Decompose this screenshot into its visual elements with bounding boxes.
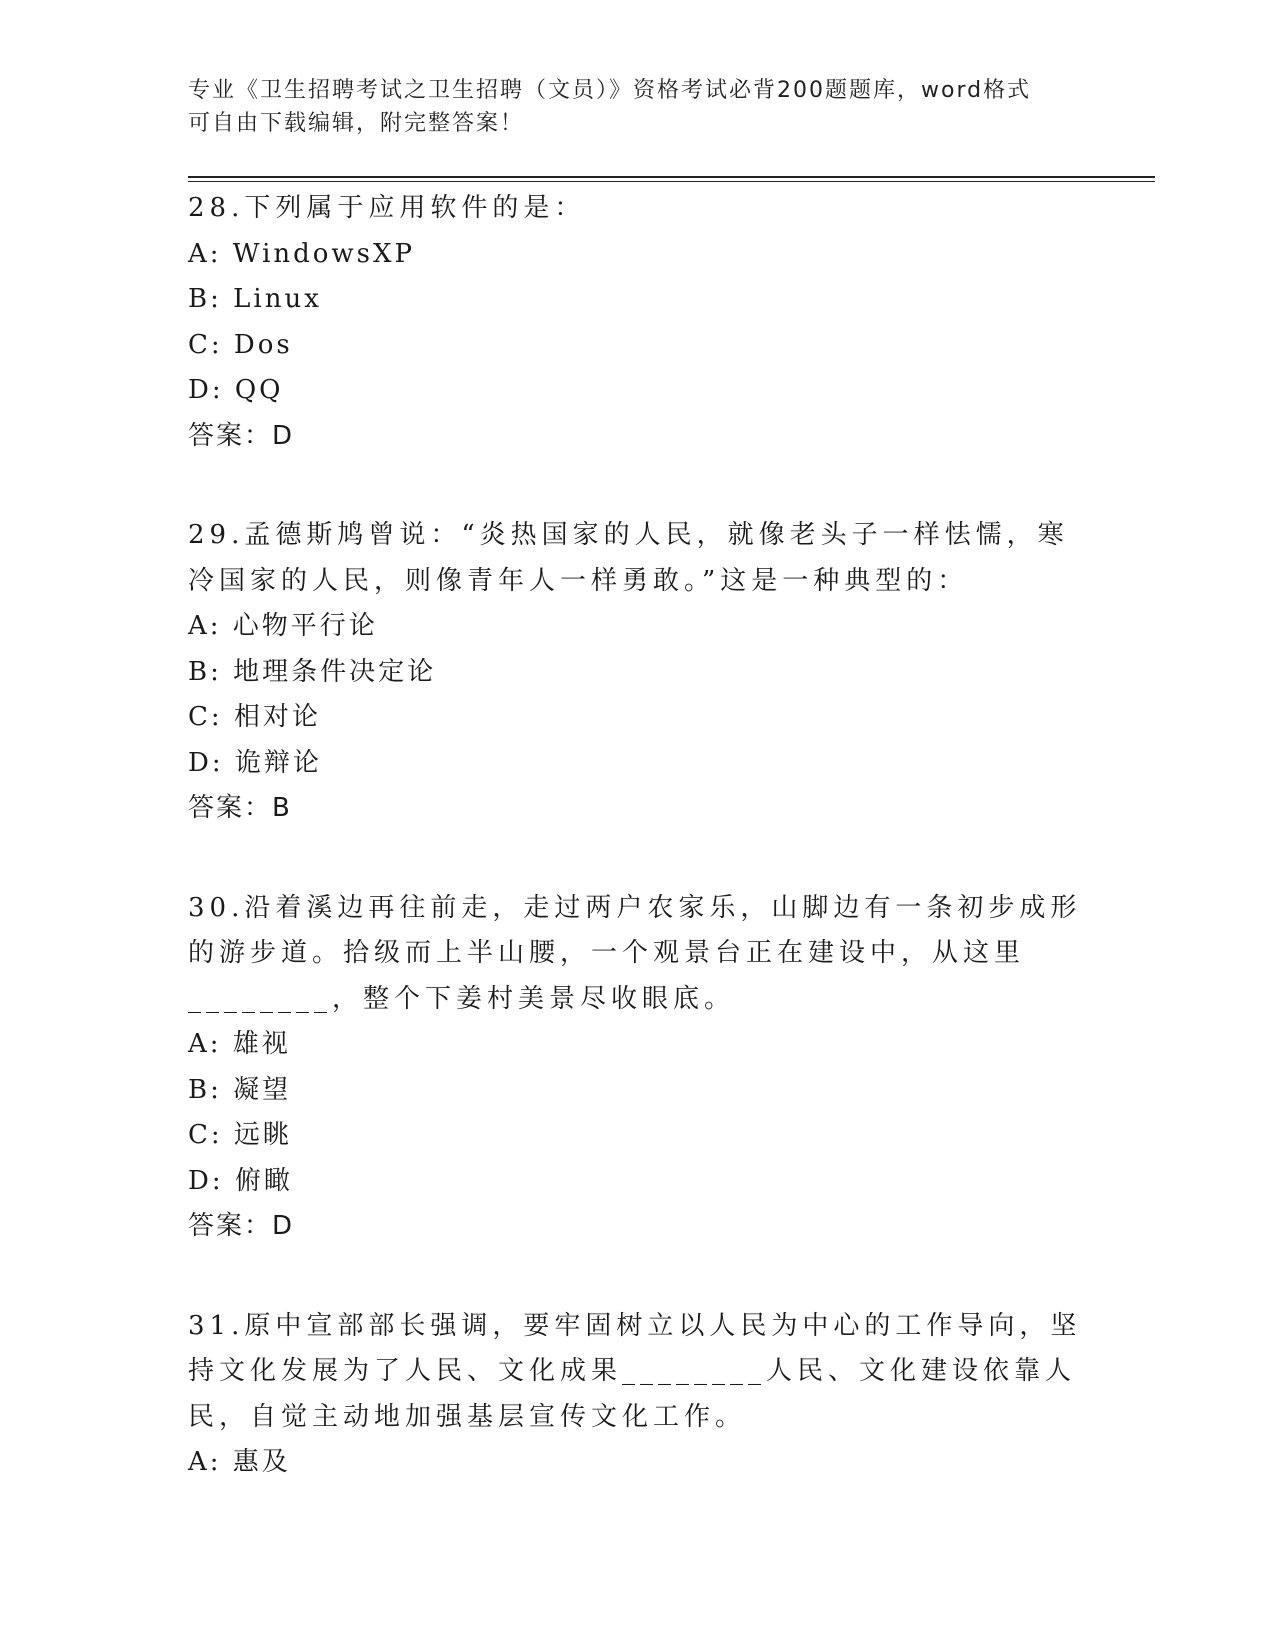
question-31 bbox=[188, 1304, 1088, 1486]
option-d: D: 俯瞰 bbox=[188, 1165, 293, 1196]
option-b: B: 凝望 bbox=[188, 1074, 292, 1105]
option-a: A: 心物平行论 bbox=[188, 611, 378, 641]
question-stem: 30.沿着溪边再往前走，走过两户农家乐，山脚边有一条初步成形的游步道。拾级而上半山腰，一个观景台正在建设中，从这里________，整个下姜村美景尽收眼底。 bbox=[188, 892, 1082, 1014]
option-c: C: 相对论 bbox=[188, 702, 321, 732]
answer-line: 答案：D bbox=[188, 420, 295, 451]
header-line-1: 专业《卫生招聘考试之卫生招聘（文员）》资格考试必背200题题库，word格式 bbox=[188, 78, 1032, 103]
header-line-2: 可自由下载编辑，附完整答案！ bbox=[188, 111, 525, 136]
option-a: A: WindowsXP bbox=[188, 238, 416, 269]
option-d: D: QQ bbox=[188, 375, 284, 405]
option-c: C: Dos bbox=[188, 329, 293, 360]
option-c: C: 远眺 bbox=[188, 1120, 292, 1150]
question-29 bbox=[188, 513, 1088, 832]
question-stem: 29.孟德斯鸠曾说：“炎热国家的人民，就像老头子一样怯懦，寒冷国家的人民，则像青年人一样勇敢。”这是一种典型的： bbox=[188, 520, 1069, 596]
answer-line: 答案：D bbox=[188, 1211, 295, 1241]
question-stem: 28.下列属于应用软件的是： bbox=[188, 193, 586, 223]
question-list bbox=[188, 186, 1088, 1540]
option-d: D: 诡辩论 bbox=[188, 747, 322, 778]
option-b: B: Linux bbox=[188, 284, 322, 314]
answer-line: 答案：B bbox=[188, 793, 292, 823]
option-a: A: 惠及 bbox=[188, 1447, 291, 1477]
header-divider bbox=[188, 176, 1155, 182]
option-b: B: 地理条件决定论 bbox=[188, 656, 437, 687]
question-30 bbox=[188, 886, 1088, 1250]
question-stem: 31.原中宣部部长强调，要牢固树立以人民为中心的工作导向，坚持文化发展为了人民、文化成果________人民、文化建设依靠人民，自觉主动地加强基层宣传文化工作。 bbox=[188, 1310, 1082, 1432]
option-a: A: 雄视 bbox=[188, 1029, 291, 1059]
document-header bbox=[188, 74, 1068, 140]
question-28 bbox=[188, 186, 1088, 459]
